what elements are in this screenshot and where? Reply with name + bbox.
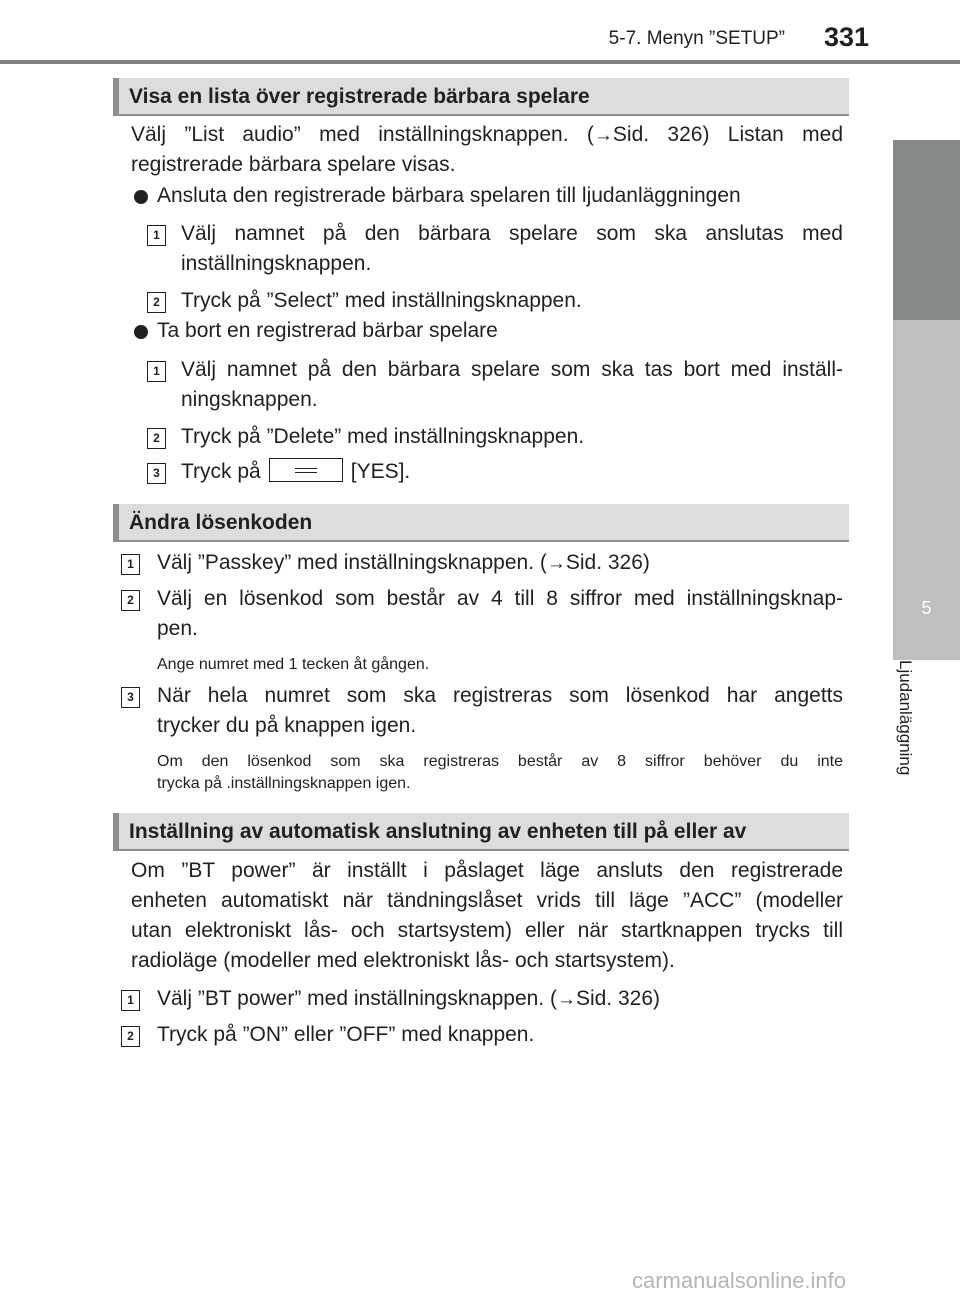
section-heading-passkey: Ändra lösenkoden <box>113 504 849 542</box>
s2-step3-line2: trycker du på knappen igen. <box>157 714 417 737</box>
section-heading-bt-power: Inställning av automatisk anslutning av enheten till på eller av <box>113 813 849 851</box>
s2-step3-note-line2: trycka på .inställningsknappen igen. <box>157 775 411 792</box>
s1-b2-step3: Tryck på [YES]. <box>181 460 411 483</box>
s2-step2-line1: Välj en lösenkod som består av 4 till 8 siffror med inställningsknap- <box>157 587 843 610</box>
arrow-icon: → <box>593 125 613 146</box>
step-number-icon: 1 <box>147 225 166 246</box>
chapter-number: 5 <box>921 598 932 618</box>
header-rule <box>0 60 960 64</box>
bullet-icon <box>134 190 148 204</box>
s3-para-line1: Om ”BT power” är inställt i påslaget läge ansluts den registrerade <box>131 859 843 882</box>
step-number-icon: 2 <box>121 590 140 611</box>
s1-bullet2: Ta bort en registrerad bärbar spelare <box>157 319 498 342</box>
page-number: 331 <box>824 22 870 52</box>
s3-para-line2: enheten automatiskt när tändningslåset vrids till läge ”ACC” (modeller <box>131 889 843 912</box>
section-title: 5-7. Menyn ”SETUP” <box>608 28 785 49</box>
s1-intro-line2: registrerade bärbara spelare visas. <box>131 153 456 176</box>
watermark: carmanualsonline.info <box>632 1268 847 1293</box>
step-number-icon: 2 <box>147 428 166 449</box>
s2-step2-note: Ange numret med 1 tecken åt gången. <box>157 656 430 673</box>
s1-intro-line1: Välj ”List audio” med inställningsknappen. (→Sid. 326) Listan med <box>131 123 843 146</box>
step-number-icon: 2 <box>121 1026 140 1047</box>
s1-b1-step2: Tryck på ”Select” med inställningsknappen. <box>181 289 582 312</box>
side-tab-dark <box>893 140 960 320</box>
arrow-icon: → <box>556 989 576 1010</box>
step-number-icon: 1 <box>121 554 140 575</box>
s3-para-line3: utan elektroniskt lås- och startsystem) eller när startknappen trycks till <box>131 919 843 942</box>
s2-step1: Välj ”Passkey” med inställningsknappen. (→Sid. 326) <box>157 551 650 574</box>
s2-step2-line2: pen. <box>157 617 198 640</box>
s1-b2-step1-line1: Välj namnet på den bärbara spelare som ska tas bort med inställ- <box>181 358 843 381</box>
s2-step3-note-line1: Om den lösenkod som ska registreras består av 8 siffror behöver du inte <box>157 753 843 770</box>
s1-b2-step2: Tryck på ”Delete” med inställningsknappen. <box>181 425 585 448</box>
s2-step3-line1: När hela numret som ska registreras som lösenkod har angetts <box>157 684 843 707</box>
arrow-icon: → <box>546 553 566 574</box>
s3-step2: Tryck på ”ON” eller ”OFF” med knappen. <box>157 1023 535 1046</box>
s1-b1-step1-line1: Välj namnet på den bärbara spelare som ska anslutas med <box>181 222 843 245</box>
s3-para-line4: radioläge (modeller med elektroniskt lås- och startsystem). <box>131 949 675 972</box>
s1-b1-step1-line2: inställningsknappen. <box>181 252 372 275</box>
step-number-icon: 3 <box>121 687 140 708</box>
step-number-icon: 3 <box>147 463 166 484</box>
s1-bullet1: Ansluta den registrerade bärbara spelaren till ljudanläggningen <box>157 184 741 207</box>
enter-key-icon <box>269 458 343 482</box>
step-number-icon: 1 <box>121 990 140 1011</box>
bullet-icon <box>134 325 148 339</box>
step-number-icon: 2 <box>147 292 166 313</box>
chapter-label: Ljudanläggning <box>896 660 915 776</box>
section-heading-list: Visa en lista över registrerade bärbara spelare <box>113 78 849 116</box>
step-number-icon: 1 <box>147 361 166 382</box>
s3-step1: Välj ”BT power” med inställningsknappen. (→Sid. 326) <box>157 987 661 1010</box>
s1-b2-step1-line2: ningsknappen. <box>181 388 318 411</box>
